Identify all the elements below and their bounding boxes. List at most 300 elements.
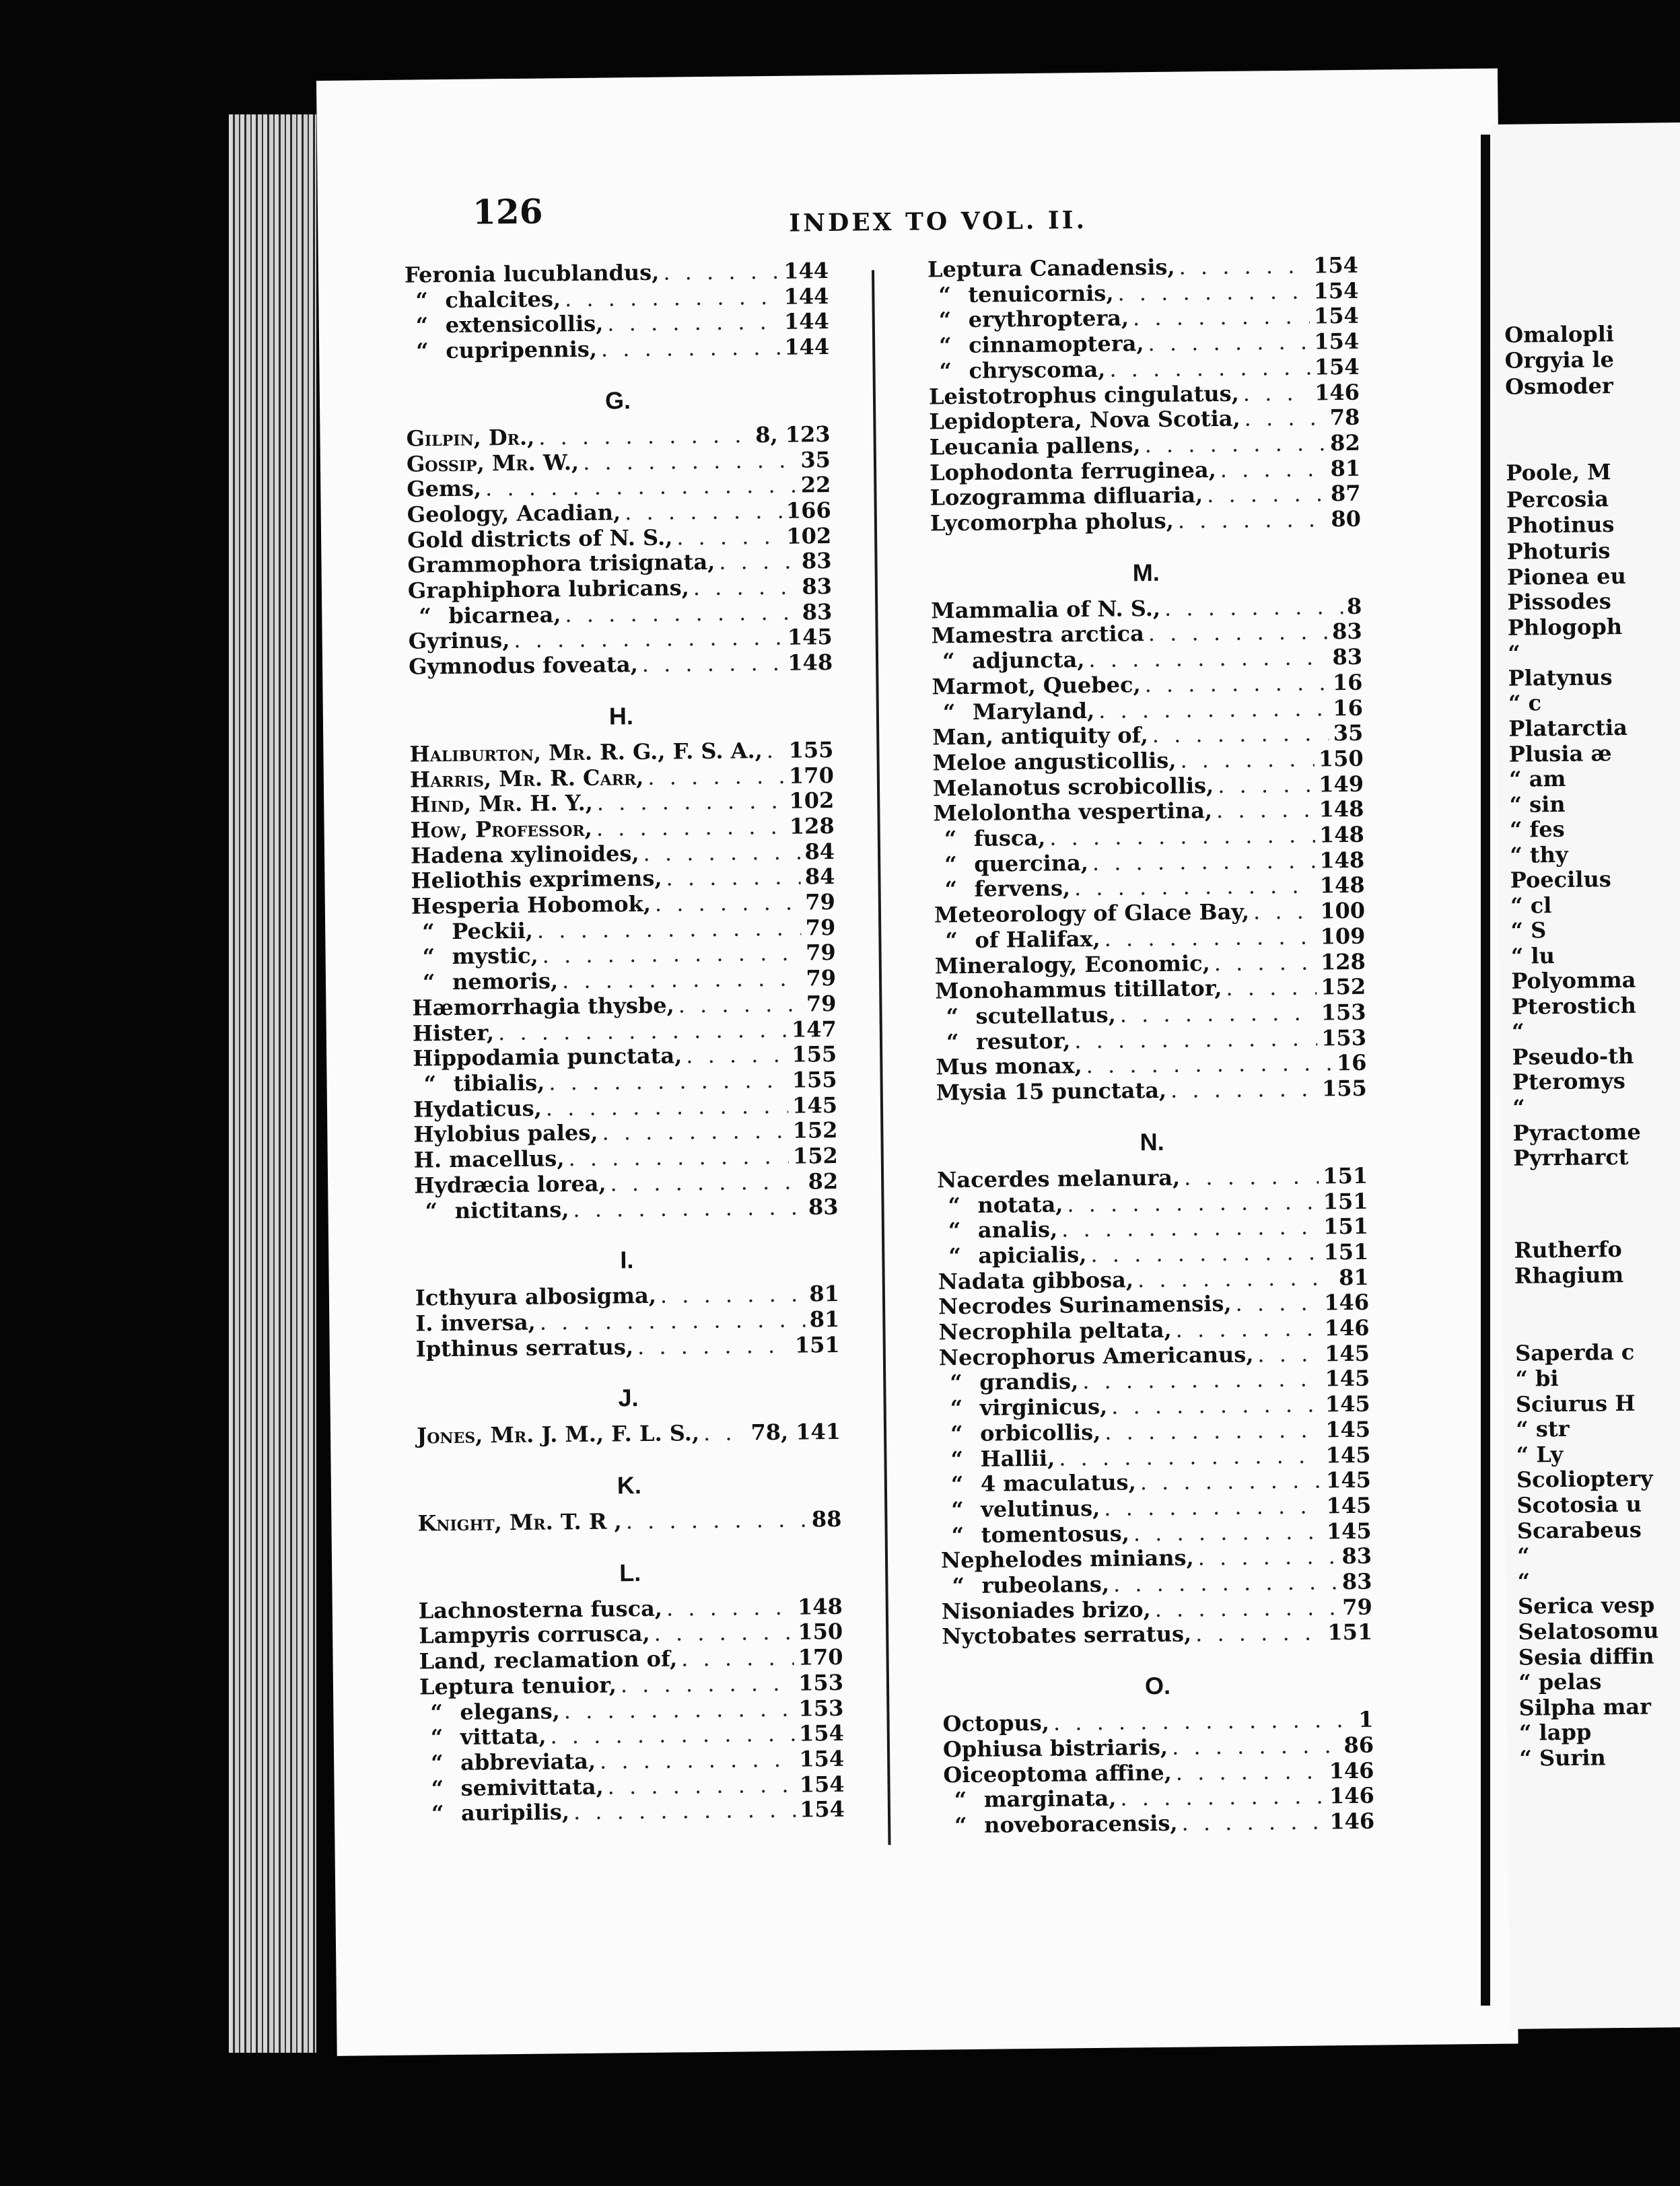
entry-name: [412, 993, 674, 1021]
entry-text: Nacerdes melanura,: [936, 1164, 1181, 1193]
dot-leader: [686, 1043, 788, 1069]
cut-off-index-entry: “ pelas: [1518, 1668, 1602, 1695]
ditto-mark: “: [423, 1071, 437, 1097]
dot-leader: [537, 915, 802, 944]
entry-name: [412, 968, 558, 995]
page-reference: 155: [788, 736, 834, 763]
entry-text: Mineralogy, Economic,: [934, 950, 1210, 979]
ditto-mark: “: [948, 1242, 961, 1269]
cut-off-index-entry: Platarctia: [1508, 714, 1628, 742]
index-entry: [411, 890, 835, 919]
index-subentry: [420, 1747, 844, 1776]
ditto-mark: “: [948, 1218, 961, 1244]
entry-name: [938, 1218, 1058, 1244]
index-subentry: [408, 600, 832, 629]
entry-name: [942, 1597, 1151, 1625]
page-reference: 83: [802, 573, 833, 600]
entry-name: [409, 628, 510, 654]
index-entry: [407, 549, 831, 578]
entry-text: Hydræcia lorea,: [413, 1170, 606, 1199]
page-reference: 145: [792, 1092, 838, 1119]
dot-leader: [1082, 1367, 1321, 1395]
entry-name: [942, 1622, 1191, 1650]
section-letter: H.: [608, 701, 634, 730]
entry-name: [939, 1370, 1078, 1397]
dot-leader: [1148, 330, 1310, 357]
page-reference: 147: [791, 1016, 837, 1043]
dot-leader: [573, 1195, 804, 1222]
index-entry: [419, 1619, 843, 1649]
dot-leader: [1207, 482, 1327, 509]
page-reference: 151: [1323, 1162, 1368, 1189]
entry-text: Meteorology of Glace Bay,: [934, 898, 1250, 928]
page-reference: 145: [1326, 1518, 1372, 1545]
page-reference: 84: [804, 838, 835, 865]
ditto-mark: “: [938, 332, 952, 359]
dot-leader: [1105, 1417, 1321, 1445]
cut-off-index-entry: “ lapp: [1518, 1719, 1592, 1746]
page-reference: 150: [798, 1619, 843, 1646]
page-reference: 151: [1323, 1188, 1368, 1214]
dot-leader: [583, 448, 797, 475]
ditto-mark: “: [948, 1192, 961, 1218]
ditto-mark: “: [419, 602, 431, 629]
entry-name: [938, 1318, 1172, 1345]
entry-name: [934, 826, 1046, 852]
dot-leader: [1257, 1341, 1321, 1368]
entry-name: [929, 407, 1240, 435]
index-entry: [407, 448, 831, 477]
ditto-mark: “: [946, 1003, 959, 1030]
cut-off-index-entry: Poecilus: [1510, 866, 1611, 893]
dot-leader: [1176, 1759, 1325, 1786]
page-reference: 146: [1329, 1757, 1374, 1784]
entry-text: Graphiphora lubricans,: [407, 575, 690, 604]
dot-leader: [1144, 431, 1326, 458]
page-reference: 153: [1321, 1024, 1367, 1051]
entry-text: Melolontha vespertina,: [933, 798, 1213, 826]
dot-leader: [1218, 772, 1315, 798]
page-reference: 79: [805, 914, 836, 941]
dot-leader: [538, 423, 751, 450]
entry-text: Hind, Mr. H. Y.,: [410, 790, 593, 818]
page-reference: 145: [1325, 1390, 1370, 1417]
page-reference: 79: [1342, 1594, 1373, 1620]
entry-text: Melanotus scrobicollis,: [932, 772, 1214, 802]
dot-leader: [625, 499, 782, 526]
entry-name: [405, 312, 604, 339]
dot-leader: [602, 1119, 789, 1146]
dot-leader: [1176, 1316, 1321, 1343]
entry-text: Hesperia Hobomok,: [411, 890, 652, 919]
entry-name: [930, 509, 1174, 536]
page-reference: 79: [805, 889, 836, 915]
cut-off-index-entry: “ thy: [1510, 841, 1568, 868]
entry-name: [413, 1020, 495, 1047]
cut-off-index-entry: Scarabeus: [1516, 1516, 1642, 1544]
page-reference: 154: [799, 1745, 845, 1772]
page-reference: 83: [802, 598, 833, 625]
entry-name: [411, 892, 651, 919]
page-reference: 146: [1314, 379, 1360, 406]
page-reference: 170: [798, 1644, 843, 1670]
entry-name: [943, 1760, 1172, 1788]
entry-text: Land, reclamation of,: [419, 1646, 678, 1674]
page-reference: 145: [1326, 1492, 1372, 1519]
entry-text: Nyctobates serratus,: [942, 1621, 1192, 1650]
dot-leader: [678, 991, 803, 1018]
dot-leader: [703, 1421, 747, 1446]
index-entry: [410, 788, 834, 818]
cut-off-index-entry: Phlogoph: [1507, 613, 1623, 641]
ditto-mark: “: [950, 1370, 963, 1396]
page-reference: 153: [798, 1669, 844, 1696]
entry-text: Gyrinus,: [408, 627, 510, 655]
entry-name: [414, 1197, 569, 1224]
cut-off-index-entry: Rutherfo: [1514, 1236, 1622, 1263]
page-reference: 79: [806, 965, 837, 991]
entry-text: cinnamoptera,: [968, 330, 1144, 358]
page-reference: 83: [1332, 643, 1363, 670]
page-reference: 100: [1320, 897, 1366, 924]
dot-leader: [1120, 1000, 1317, 1028]
page-reference: 128: [789, 812, 835, 839]
index-entry: [936, 1076, 1367, 1106]
entry-name: [410, 765, 644, 793]
ditto-mark: “: [425, 1197, 438, 1224]
ditto-mark: “: [422, 944, 435, 970]
page-reference: 166: [785, 497, 831, 524]
ditto-mark: “: [942, 648, 955, 674]
entry-text: Lampyris corrusca,: [419, 1621, 650, 1649]
page-reference: 152: [1321, 974, 1366, 1000]
entry-name: [411, 866, 662, 894]
dot-leader: [540, 1307, 806, 1335]
index-subentry: [411, 915, 835, 945]
dot-leader: [565, 600, 798, 627]
entry-text: Gossip, Mr. W.,: [406, 449, 580, 477]
entry-name: [940, 1395, 1108, 1421]
entry-text: Man, antiquity of,: [932, 722, 1148, 750]
index-entry: [411, 864, 835, 894]
entry-text: mystic,: [452, 943, 538, 970]
index-subentry: [944, 1809, 1374, 1839]
index-entry: [419, 1670, 843, 1700]
entry-name: [417, 1421, 699, 1449]
entry-name: [419, 1672, 617, 1700]
index-subentry: [405, 284, 829, 314]
ditto-mark: “: [950, 1395, 963, 1421]
cut-off-index-entry: Pyrrharct: [1512, 1143, 1629, 1171]
dot-leader: [1155, 1595, 1339, 1623]
index-entry: [413, 1042, 837, 1071]
entry-name: [940, 1496, 1100, 1523]
page-reference: 151: [794, 1331, 840, 1358]
page-reference: 152: [792, 1143, 838, 1169]
dot-leader: [607, 310, 780, 337]
page-number: 126: [472, 191, 543, 232]
entry-text: Peckii,: [452, 917, 534, 944]
entry-text: velutinus,: [981, 1495, 1100, 1522]
cut-off-index-entry: Pteromys: [1512, 1067, 1625, 1095]
page-reference: 154: [1314, 328, 1360, 355]
dot-leader: [564, 1696, 795, 1724]
dot-leader: [719, 549, 798, 575]
dot-leader: [1061, 1215, 1319, 1243]
dot-leader: [562, 966, 802, 994]
entry-name: [406, 425, 534, 452]
entry-text: Ipthinus serratus,: [415, 1333, 634, 1362]
dot-leader: [767, 738, 785, 764]
entry-name: [411, 918, 533, 945]
entry-name: [934, 900, 1249, 929]
page-reference: 16: [1333, 695, 1364, 721]
section-letter: J.: [618, 1384, 639, 1412]
entry-name: [409, 738, 763, 767]
entry-text: chalcites,: [445, 285, 561, 313]
cut-off-index-entry: Percosia: [1506, 486, 1609, 513]
index-entry: [417, 1507, 841, 1537]
entry-name: [407, 450, 580, 477]
dot-leader: [660, 1282, 806, 1309]
dot-leader: [546, 1093, 789, 1121]
section-letter: O.: [1144, 1671, 1171, 1700]
dot-leader: [1104, 924, 1316, 952]
entry-text: Gems,: [407, 475, 482, 502]
cut-off-index-entry: Polyomma: [1511, 966, 1636, 994]
entry-name: [410, 791, 593, 818]
index-subentry: [414, 1194, 838, 1224]
entry-name: [939, 1342, 1254, 1371]
entry-text: resutor,: [975, 1028, 1071, 1055]
dot-leader: [1216, 798, 1315, 824]
dot-leader: [648, 763, 785, 790]
page-reference: 155: [792, 1066, 837, 1093]
page-reference: 146: [1329, 1782, 1374, 1809]
entry-name: [419, 1699, 560, 1726]
section-letter: N.: [1140, 1127, 1164, 1156]
entry-text: Gymnodus foveata,: [408, 651, 638, 680]
cut-off-index-entry: Plusia æ: [1508, 740, 1612, 767]
entry-text: Gilpin, Dr.,: [406, 424, 535, 452]
index-entry: [412, 991, 836, 1021]
entry-name: [414, 1171, 606, 1199]
ditto-mark: “: [951, 1496, 964, 1523]
page-reference: 151: [1323, 1213, 1369, 1240]
entry-name: [940, 1420, 1101, 1447]
page-reference: 154: [798, 1720, 844, 1747]
entry-name: [407, 550, 715, 578]
entry-name: [940, 1471, 1136, 1498]
index-subentry: [405, 334, 829, 364]
entry-name: [420, 1774, 603, 1802]
ditto-mark: “: [938, 307, 952, 333]
dot-leader: [1152, 721, 1329, 748]
index-entry: [416, 1333, 840, 1362]
entry-text: Meloe angusticollis,: [932, 747, 1177, 776]
page-reference: 154: [1313, 303, 1359, 329]
dot-leader: [565, 285, 780, 312]
ditto-mark: “: [946, 1028, 959, 1055]
page-reference: 144: [783, 308, 829, 335]
page-reference: 144: [784, 334, 830, 360]
entry-name: [931, 622, 1144, 649]
dot-leader: [485, 473, 797, 502]
book-gutter: [1481, 135, 1490, 2006]
ditto-mark: “: [415, 287, 429, 314]
entry-name: [419, 1621, 650, 1649]
dot-leader: [643, 839, 800, 866]
entry-text: adjuncta,: [971, 647, 1085, 674]
entry-text: grandis,: [979, 1368, 1079, 1396]
entry-text: tomentosus,: [981, 1520, 1130, 1548]
ditto-mark: “: [950, 1446, 964, 1472]
page-reference: 87: [1330, 481, 1361, 507]
entry-name: [405, 337, 597, 365]
index-subentry: [421, 1797, 845, 1827]
cut-off-index-entry: Serica vesp: [1517, 1592, 1655, 1619]
entry-text: abbreviata,: [460, 1748, 596, 1775]
page-reference: 146: [1324, 1290, 1370, 1316]
page-reference: 8, 123: [755, 421, 831, 448]
index-entry: [408, 574, 832, 604]
ditto-mark: “: [422, 969, 435, 995]
dot-leader: [1244, 406, 1326, 432]
page-reference: 22: [800, 472, 831, 498]
entry-text: Icthyura albosigma,: [415, 1283, 657, 1311]
cut-off-index-entry: “ sin: [1509, 791, 1566, 818]
page-reference: 154: [799, 1771, 845, 1798]
page-reference: 16: [1336, 1050, 1367, 1076]
entry-text: Lozogramma difluaria,: [930, 482, 1203, 511]
entry-text: Necrophila peltata,: [938, 1316, 1172, 1345]
entry-name: [416, 1335, 634, 1362]
index-entry: [930, 507, 1361, 536]
entry-text: Maryland,: [972, 697, 1095, 725]
cut-off-index-entry: “ S: [1510, 917, 1547, 944]
entry-name: [932, 748, 1176, 776]
entry-name: [420, 1724, 547, 1751]
section-letter: K.: [617, 1471, 642, 1500]
index-entry: [419, 1594, 843, 1624]
entry-name: [411, 944, 538, 971]
page-reference: 102: [789, 787, 835, 814]
dot-leader: [1090, 1240, 1319, 1267]
index-subentry: [405, 309, 829, 339]
entry-text: Octopus,: [942, 1709, 1050, 1737]
entry-text: of Halifax,: [975, 925, 1100, 953]
entry-text: notata,: [977, 1191, 1063, 1218]
entry-name: [943, 1735, 1168, 1763]
dot-leader: [1184, 1164, 1319, 1191]
page-reference: 86: [1343, 1732, 1374, 1759]
entry-name: [935, 951, 1210, 979]
dot-leader: [642, 651, 784, 678]
entry-name: [944, 1811, 1178, 1839]
entry-name: [928, 306, 1129, 334]
entry-text: Lophodonta ferruginea,: [929, 456, 1216, 486]
page-reference: 146: [1329, 1808, 1375, 1835]
entry-name: [928, 281, 1113, 308]
running-head: INDEX TO VOL. II.: [789, 206, 1088, 238]
index-entry: [413, 1017, 837, 1047]
index-entry: [419, 1645, 843, 1674]
entry-text: Hister,: [412, 1019, 495, 1047]
index-entry: [407, 524, 831, 553]
ditto-mark: “: [950, 1471, 964, 1497]
entry-name: [938, 1292, 1232, 1320]
dot-leader: [542, 941, 802, 969]
entry-text: cupripennis,: [446, 336, 598, 364]
page-reference: 82: [808, 1168, 839, 1195]
index-entry: [410, 814, 834, 843]
dot-leader: [1104, 1493, 1323, 1521]
dot-leader: [1088, 645, 1328, 672]
page-reference: 144: [783, 283, 829, 310]
ditto-mark: “: [954, 1787, 967, 1813]
dot-leader: [1059, 1443, 1322, 1471]
cut-off-index-entry: Platynus: [1508, 664, 1613, 691]
cut-off-index-entry: Selatosomu: [1518, 1617, 1659, 1645]
dot-leader: [1109, 355, 1310, 382]
entry-text: Leistotrophus cingulatus,: [928, 380, 1239, 410]
ditto-mark: “: [952, 1573, 965, 1599]
entry-name: [407, 477, 481, 503]
entry-name: [407, 500, 621, 528]
entry-text: Necrodes Surinamensis,: [938, 1291, 1232, 1320]
page-reference: 148: [788, 649, 833, 676]
cut-off-index-entry: Photinus: [1506, 512, 1615, 538]
entry-text: Feronia lucublandus,: [404, 259, 660, 288]
dot-leader: [1086, 1051, 1333, 1080]
page-reference: 145: [1324, 1340, 1370, 1367]
dot-leader: [1120, 1784, 1325, 1812]
index-entry: [405, 258, 829, 288]
dot-leader: [693, 575, 798, 601]
page-reference: 148: [1319, 821, 1365, 848]
ditto-mark: “: [954, 1812, 967, 1839]
cut-off-index-entry: “: [1508, 640, 1520, 666]
index-entry: [409, 650, 833, 680]
index-entry: [413, 1093, 837, 1123]
book-page-left: [316, 69, 1518, 2056]
ditto-mark: “: [938, 281, 951, 308]
index-column-right: [928, 253, 1375, 1839]
index-subentry: [420, 1721, 844, 1751]
page-reference: 81: [1330, 455, 1361, 481]
ditto-mark: “: [951, 1522, 965, 1548]
entry-text: Leptura Canadensis,: [927, 254, 1175, 283]
index-entry: [407, 472, 831, 502]
dot-leader: [1140, 1469, 1323, 1496]
entry-name: [935, 1003, 1116, 1030]
index-entry: [411, 839, 835, 869]
page-reference: 35: [800, 446, 831, 473]
entry-text: Jones, Mr. J. M., F. L. S.,: [416, 1420, 700, 1449]
page-reference: 148: [1319, 847, 1365, 874]
page-reference: 1: [1358, 1706, 1374, 1733]
ditto-mark: “: [431, 1775, 444, 1801]
entry-name: [936, 1028, 1071, 1055]
book-page-right: [1490, 122, 1680, 2029]
page-reference: 82: [1329, 429, 1360, 456]
page-reference: 145: [1325, 1467, 1372, 1493]
dot-leader: [1172, 1733, 1340, 1760]
entry-text: Mysia 15 punctata,: [936, 1077, 1167, 1106]
ditto-mark: “: [422, 918, 435, 945]
page-reference: 83: [808, 1193, 839, 1220]
entry-name: [928, 331, 1144, 359]
